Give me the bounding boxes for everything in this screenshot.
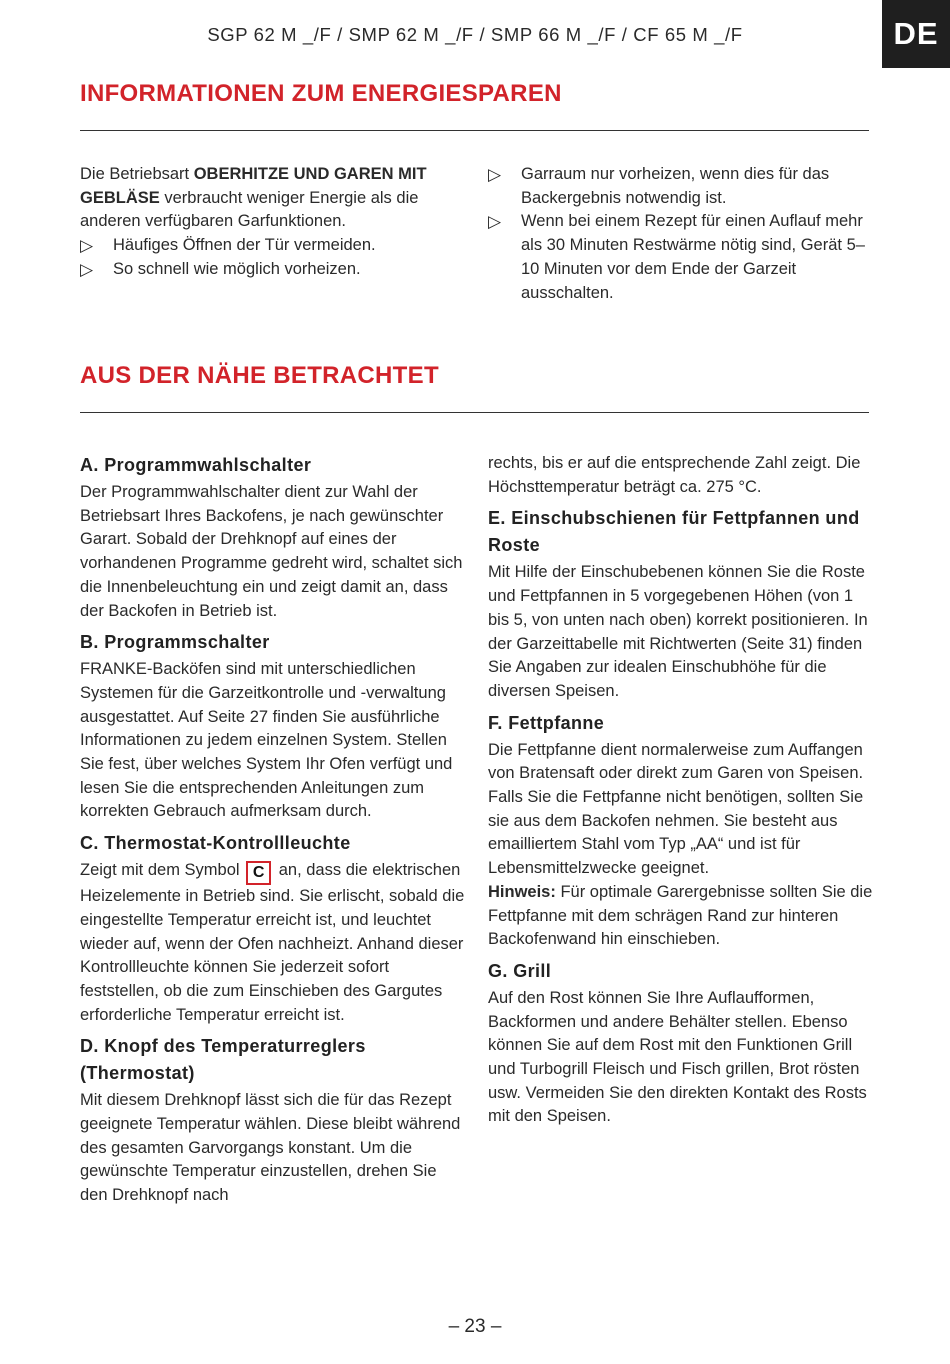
subsection-text: [80, 859, 465, 1027]
section-divider: [80, 412, 869, 413]
triangle-bullet-icon: ▷: [80, 259, 94, 279]
note-text: Für optimale Garergebnisse sollten Sie die Fettpfanne mit dem schrägen Rand zur hinteren Backofenwand hin einschieben.: [488, 882, 873, 949]
note-label: Hinweis:: [488, 882, 556, 901]
triangle-bullet-icon: ▷: [488, 165, 502, 184]
subsection-heading: E. Einschubschienen für Fettpfannen und Roste: [488, 508, 860, 556]
subsection-text-part: Zeigt mit dem Symbol: [80, 861, 240, 880]
energy-bullet: [80, 258, 465, 282]
subsection-text-part: an, dass die elektrischen Heizelemente in Betrieb sind. Sie erlischt, sobald die eingestellte Temperatur erreicht ist, und leuchtet wieder auf, wenn der Ofen nachheizt. Anhand dieser Kontrollleuchte können Sie jederzeit sofort feststellen, ob die zum Einschieben des Gargutes erforderliche Temperatur erreicht ist.: [80, 861, 465, 1024]
energy-bullet: [80, 234, 465, 258]
energy-right-column: [488, 163, 873, 305]
energy-intro: [80, 163, 465, 234]
energy-bullet-text: Garraum nur vorheizen, wenn dies für das Backergebnis notwendig ist.: [521, 165, 830, 207]
subsection-heading: C. Thermostat-Kontrollleuchte: [80, 833, 351, 854]
subsection-heading: F. Fettpfanne: [488, 712, 605, 733]
closeup-section-title: AUS DER NÄHE BETRACHTET: [80, 362, 439, 389]
energy-bullet-text: Häufiges Öffnen der Tür vermeiden.: [113, 236, 376, 255]
subsection-text: Mit Hilfe der Einschubebenen können Sie die Roste und Fettpfannen in 5 vorgegebenen Höhen (von 1 bis 5, von unten nach oben) korrekt positionieren. In der Garzeittabelle mit Richtwerten (Seite 31) finden Sie Angaben zur idealen Einschubhöhe für die diversen Speisen.: [488, 563, 868, 700]
language-badge: DE: [882, 0, 950, 68]
triangle-bullet-icon: ▷: [80, 236, 94, 256]
subsection-text-continued: rechts, bis er auf die entsprechende Zahl zeigt. Die Höchsttemperatur beträgt ca. 275 °C.: [488, 454, 861, 496]
document-header-title: SGP 62 M _/F / SMP 62 M _/F / SMP 66 M _/F / CF 65 M _/F: [207, 24, 743, 45]
energy-intro-text: Die Betriebsart: [80, 165, 194, 183]
subsection-text: Mit diesem Drehknopf lässt sich die für das Rezept geeignete Temperatur wählen. Diese bleibt während des gesamten Garvorgangs konstant. Um die gewünschte Temperatur einzustellen, drehen Sie den Drehknopf nach: [80, 1091, 461, 1205]
subsection-heading: B. Programmschalter: [80, 632, 270, 653]
subsection-text: Die Fettpfanne dient normalerweise zum Auffangen von Bratensaft oder direkt zum Garen von Speisen. Falls Sie die Fettpfanne nicht benötigen, sollten Sie sie aus dem Backofen nehmen. Sie besteht aus emailliertem Stahl vom Typ „AA“ und ist für Lebensmittelzwecke geeignet.: [488, 740, 864, 878]
energy-left-column: [80, 163, 465, 282]
subsection-text: FRANKE-Backöfen sind mit unterschiedlichen Systemen für die Garzeitkontrolle und -verwaltung ausgestattet. Auf Seite 27 finden Sie ausführliche Informationen zu jedem einzelnen System. Stellen Sie fest, über welches System Ihr Ofen verfügt und lesen Sie die entsprechenden Anleitungen zum korrekten Gebrauch aufmerksam durch.: [80, 660, 453, 821]
section-divider: [80, 130, 869, 131]
energy-bullet-text: So schnell wie möglich vorheizen.: [113, 259, 361, 278]
energy-intro-text-end: verbraucht weniger Energie als die anderen verfügbaren Garfunktionen.: [80, 188, 419, 231]
thermostat-c-icon: C: [246, 861, 271, 885]
note-paragraph: [488, 881, 873, 952]
energy-section-title: INFORMATIONEN ZUM ENERGIESPAREN: [80, 80, 562, 107]
triangle-bullet-icon: ▷: [488, 212, 502, 232]
energy-bullet-text: Wenn bei einem Rezept für einen Auflauf mehr als 30 Minuten Restwärme nötig sind, Gerät 5–10 Minuten vor dem Ende der Garzeit ausschalten.: [521, 212, 865, 302]
closeup-left-column: [80, 452, 465, 1208]
subsection-heading: D. Knopf des Temperaturreglers (Thermostat): [80, 1036, 366, 1084]
energy-bullet: [488, 163, 873, 210]
page-number: – 23 –: [448, 1316, 502, 1337]
subsection-heading: G. Grill: [488, 960, 552, 981]
subsection-heading: A. Programmwahlschalter: [80, 455, 312, 475]
closeup-right-column: [488, 452, 873, 1129]
energy-mode-name: OBERHITZE UND GAREN MIT GEBLÄSE: [80, 165, 427, 207]
subsection-text: Auf den Rost können Sie Ihre Auflaufformen, Backformen und andere Behälter stellen. Ebenso können Sie auf dem Rost mit den Funktionen Grill und Turbogrill Fleisch und Fisch grillen, Brot rösten usw. Vermeiden Sie den direkten Kontakt des Rosts mit den Speisen.: [488, 988, 867, 1126]
energy-bullet: [488, 210, 873, 305]
subsection-text: Der Programmwahlschalter dient zur Wahl der Betriebsart Ihres Backofens, je nach gewünschter Garart. Sobald der Drehknopf auf eines der vorhandenen Programme gedreht wird, schaltet sich die Innenbeleuchtung ein und zeigt damit an, dass der Backofen in Betrieb ist.: [80, 483, 463, 620]
